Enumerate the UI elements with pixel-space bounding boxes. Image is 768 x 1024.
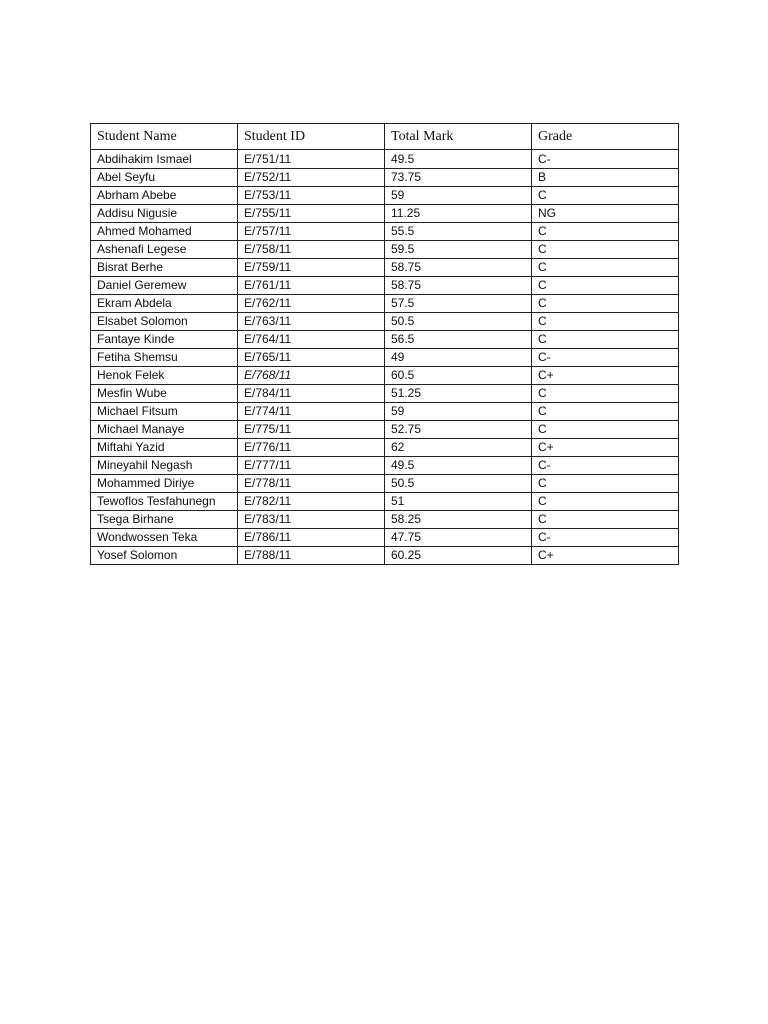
table-row (91, 331, 679, 349)
student-name-cell: Elsabet Solomon (91, 313, 238, 331)
student-name-cell: Henok Felek (91, 367, 238, 385)
total-mark-cell: 60.5 (385, 367, 532, 385)
student-name-cell: Addisu Nigusie (91, 205, 238, 223)
table-row (91, 277, 679, 295)
total-mark-cell: 50.5 (385, 475, 532, 493)
table-row (91, 439, 679, 457)
total-mark-cell: 50.5 (385, 313, 532, 331)
student-name-cell: Abdihakim Ismael (91, 150, 238, 169)
grade-cell: C (532, 187, 679, 205)
student-name-cell: Ashenafi Legese (91, 241, 238, 259)
column-header-student-id: Student ID (238, 124, 385, 150)
total-mark-cell: 59.5 (385, 241, 532, 259)
student-name-cell: Ekram Abdela (91, 295, 238, 313)
grade-cell: C- (532, 529, 679, 547)
student-id-cell: E/753/11 (238, 187, 385, 205)
total-mark-cell: 59 (385, 403, 532, 421)
column-header-grade: Grade (532, 124, 679, 150)
table-row (91, 475, 679, 493)
student-name-cell: Tsega Birhane (91, 511, 238, 529)
table-body (91, 150, 679, 565)
total-mark-cell: 56.5 (385, 331, 532, 349)
total-mark-cell: 73.75 (385, 169, 532, 187)
grade-cell: NG (532, 205, 679, 223)
student-id-cell: E/782/11 (238, 493, 385, 511)
student-name-cell: Fantaye Kinde (91, 331, 238, 349)
table-row (91, 349, 679, 367)
student-name-cell: Ahmed Mohamed (91, 223, 238, 241)
total-mark-cell: 51 (385, 493, 532, 511)
column-header-total-mark: Total Mark (385, 124, 532, 150)
grade-cell: C (532, 295, 679, 313)
student-id-cell: E/752/11 (238, 169, 385, 187)
grade-cell: C (532, 493, 679, 511)
total-mark-cell: 59 (385, 187, 532, 205)
student-name-cell: Mohammed Diriye (91, 475, 238, 493)
grade-cell: C (532, 511, 679, 529)
table-row (91, 187, 679, 205)
student-results-table (90, 123, 679, 565)
total-mark-cell: 58.75 (385, 277, 532, 295)
table-row (91, 313, 679, 331)
table-row (91, 421, 679, 439)
column-header-student-name: Student Name (91, 124, 238, 150)
grade-cell: C- (532, 457, 679, 475)
grade-cell: C (532, 223, 679, 241)
grade-cell: C (532, 385, 679, 403)
student-name-cell: Bisrat Berhe (91, 259, 238, 277)
student-id-cell: E/775/11 (238, 421, 385, 439)
table-header-row (91, 124, 679, 150)
student-id-cell: E/788/11 (238, 547, 385, 565)
student-name-cell: Fetiha Shemsu (91, 349, 238, 367)
student-id-cell: E/764/11 (238, 331, 385, 349)
total-mark-cell: 11.25 (385, 205, 532, 223)
student-id-cell: E/776/11 (238, 439, 385, 457)
grade-cell: C (532, 241, 679, 259)
student-name-cell: Miftahi Yazid (91, 439, 238, 457)
student-id-cell: E/768/11 (238, 367, 385, 385)
student-id-cell: E/778/11 (238, 475, 385, 493)
total-mark-cell: 52.75 (385, 421, 532, 439)
grade-cell: C (532, 277, 679, 295)
student-id-cell: E/784/11 (238, 385, 385, 403)
grade-cell: C (532, 313, 679, 331)
total-mark-cell: 47.75 (385, 529, 532, 547)
total-mark-cell: 58.75 (385, 259, 532, 277)
student-name-cell: Abel Seyfu (91, 169, 238, 187)
table-row (91, 259, 679, 277)
student-id-cell: E/774/11 (238, 403, 385, 421)
table-row (91, 385, 679, 403)
student-id-cell: E/757/11 (238, 223, 385, 241)
student-name-cell: Tewoflos Tesfahunegn (91, 493, 238, 511)
table-row (91, 295, 679, 313)
student-name-cell: Abrham Abebe (91, 187, 238, 205)
table-row (91, 457, 679, 475)
total-mark-cell: 55.5 (385, 223, 532, 241)
student-id-cell: E/777/11 (238, 457, 385, 475)
grade-cell: B (532, 169, 679, 187)
student-name-cell: Michael Manaye (91, 421, 238, 439)
grade-cell: C+ (532, 547, 679, 565)
total-mark-cell: 58.25 (385, 511, 532, 529)
table-row (91, 223, 679, 241)
student-id-cell: E/786/11 (238, 529, 385, 547)
table-row (91, 493, 679, 511)
table-row (91, 547, 679, 565)
table-row (91, 367, 679, 385)
total-mark-cell: 60.25 (385, 547, 532, 565)
table-row (91, 205, 679, 223)
total-mark-cell: 49.5 (385, 457, 532, 475)
student-name-cell: Yosef Solomon (91, 547, 238, 565)
student-id-cell: E/783/11 (238, 511, 385, 529)
student-id-cell: E/755/11 (238, 205, 385, 223)
total-mark-cell: 62 (385, 439, 532, 457)
table-row (91, 529, 679, 547)
student-id-cell: E/761/11 (238, 277, 385, 295)
student-id-cell: E/759/11 (238, 259, 385, 277)
student-name-cell: Mesfin Wube (91, 385, 238, 403)
grade-cell: C+ (532, 367, 679, 385)
total-mark-cell: 51.25 (385, 385, 532, 403)
student-id-cell: E/751/11 (238, 150, 385, 169)
grade-cell: C- (532, 150, 679, 169)
table-row (91, 169, 679, 187)
grade-cell: C (532, 421, 679, 439)
total-mark-cell: 49 (385, 349, 532, 367)
table-row (91, 150, 679, 169)
student-id-cell: E/762/11 (238, 295, 385, 313)
table-row (91, 241, 679, 259)
table-row (91, 403, 679, 421)
student-id-cell: E/763/11 (238, 313, 385, 331)
student-name-cell: Wondwossen Teka (91, 529, 238, 547)
grade-cell: C (532, 475, 679, 493)
total-mark-cell: 57.5 (385, 295, 532, 313)
student-id-cell: E/765/11 (238, 349, 385, 367)
grade-cell: C- (532, 349, 679, 367)
grade-cell: C+ (532, 439, 679, 457)
grade-cell: C (532, 331, 679, 349)
student-name-cell: Daniel Geremew (91, 277, 238, 295)
student-name-cell: Mineyahil Negash (91, 457, 238, 475)
student-id-cell: E/758/11 (238, 241, 385, 259)
grade-cell: C (532, 403, 679, 421)
table-row (91, 511, 679, 529)
student-name-cell: Michael Fitsum (91, 403, 238, 421)
grade-cell: C (532, 259, 679, 277)
total-mark-cell: 49.5 (385, 150, 532, 169)
